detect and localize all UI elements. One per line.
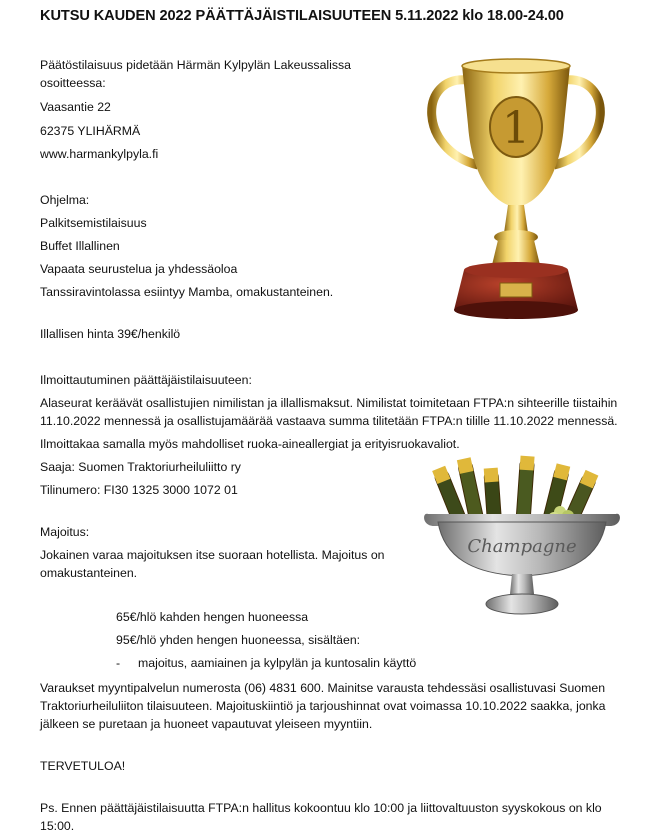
allergy-note: Ilmoittakaa samalla myös mahdolliset ruoka-aineallergiat ja erityisruokavaliot.: [40, 437, 460, 451]
venue-website-link[interactable]: www.harmankylpyla.fi: [40, 147, 159, 161]
program-heading: Ohjelma:: [40, 193, 90, 207]
booking-text-line-1: Varaukset myyntipalvelun numerosta (06) 4831 600. Mainitse varausta tehdessäsi osallistuvasi Suomen: [40, 681, 606, 695]
venue-line-2: osoitteessa:: [40, 76, 106, 90]
price-single-room: 95€/hlö yhden hengen huoneessa, sisältäen:: [116, 633, 361, 647]
venue-line-1: Päätöstilaisuus pidetään Härmän Kylpylän Lakeussalissa: [40, 58, 352, 72]
program-item: Vapaata seurustelua ja yhdessäoloa: [40, 262, 238, 276]
dinner-price: Illallisen hinta 39€/henkilö: [40, 327, 181, 341]
accommodation-heading: Majoitus:: [40, 525, 90, 539]
svg-text:Champagne: Champagne: [467, 536, 577, 557]
champagne-bucket-image: [422, 452, 622, 624]
registration-heading: Ilmoittautuminen päättäjäistilaisuuteen:: [40, 373, 252, 387]
trophy-image: [418, 55, 614, 325]
svg-text:1: 1: [502, 103, 530, 154]
recipient: Saaja: Suomen Traktoriurheiluliitto ry: [40, 460, 241, 474]
welcome-text: TERVETULOA!: [40, 759, 126, 773]
program-item: Palkitsemistilaisuus: [40, 216, 147, 230]
account-number: Tilinumero: FI30 1325 3000 1072 01: [40, 483, 238, 497]
ps-line-2: 15:00.: [40, 819, 75, 833]
booking-text-line-2: Traktoriurheiluliiton tilaisuuteen. Majoituskiintiö ja tarjoushinnat ovat voimassa 10.10.2022 saakka, jonka: [40, 699, 606, 713]
ps-line-1: Ps. Ennen päättäjäistilaisuutta FTPA:n hallitus kokoontuu klo 10:00 ja liittovaltuuston syyskokous on klo: [40, 801, 602, 815]
booking-text-line-3: jälkeen se puretaan ja huoneet vapautuvat yleiseen myyntiin.: [40, 717, 373, 731]
program-item: Buffet Illallinen: [40, 239, 120, 253]
venue-postal: 62375 YLIHÄRMÄ: [40, 124, 141, 138]
document-title: KUTSU KAUDEN 2022 PÄÄTTÄJÄISTILAISUUTEEN 5.11.2022 klo 18.00-24.00: [40, 8, 564, 24]
venue-street: Vaasantie 22: [40, 100, 111, 114]
registration-text-line-2: 11.10.2022 mennessä ja osallistujamäärää vastaava summa tilitetään FTPA:n tilille 11.10.2022 mennessä.: [40, 414, 618, 428]
accommodation-text-line-2: omakustanteinen.: [40, 566, 138, 580]
program-item: Tanssiravintolassa esiintyy Mamba, omakustanteinen.: [40, 285, 334, 299]
registration-text-line-1: Alaseurat keräävät osallistujien nimilistan ja illallismaksut. Nimilistat toimitetaan FTPA:n sihteerille tiistaihin: [40, 396, 618, 410]
accommodation-text-line-1: Jokainen varaa majoituksen itse suoraan hotellista. Majoitus on: [40, 548, 385, 562]
price-double-room: 65€/hlö kahden hengen huoneessa: [116, 610, 309, 624]
bullet-dash: -: [116, 656, 121, 670]
includes-item: majoitus, aamiainen ja kylpylän ja kuntosalin käyttö: [138, 656, 417, 670]
